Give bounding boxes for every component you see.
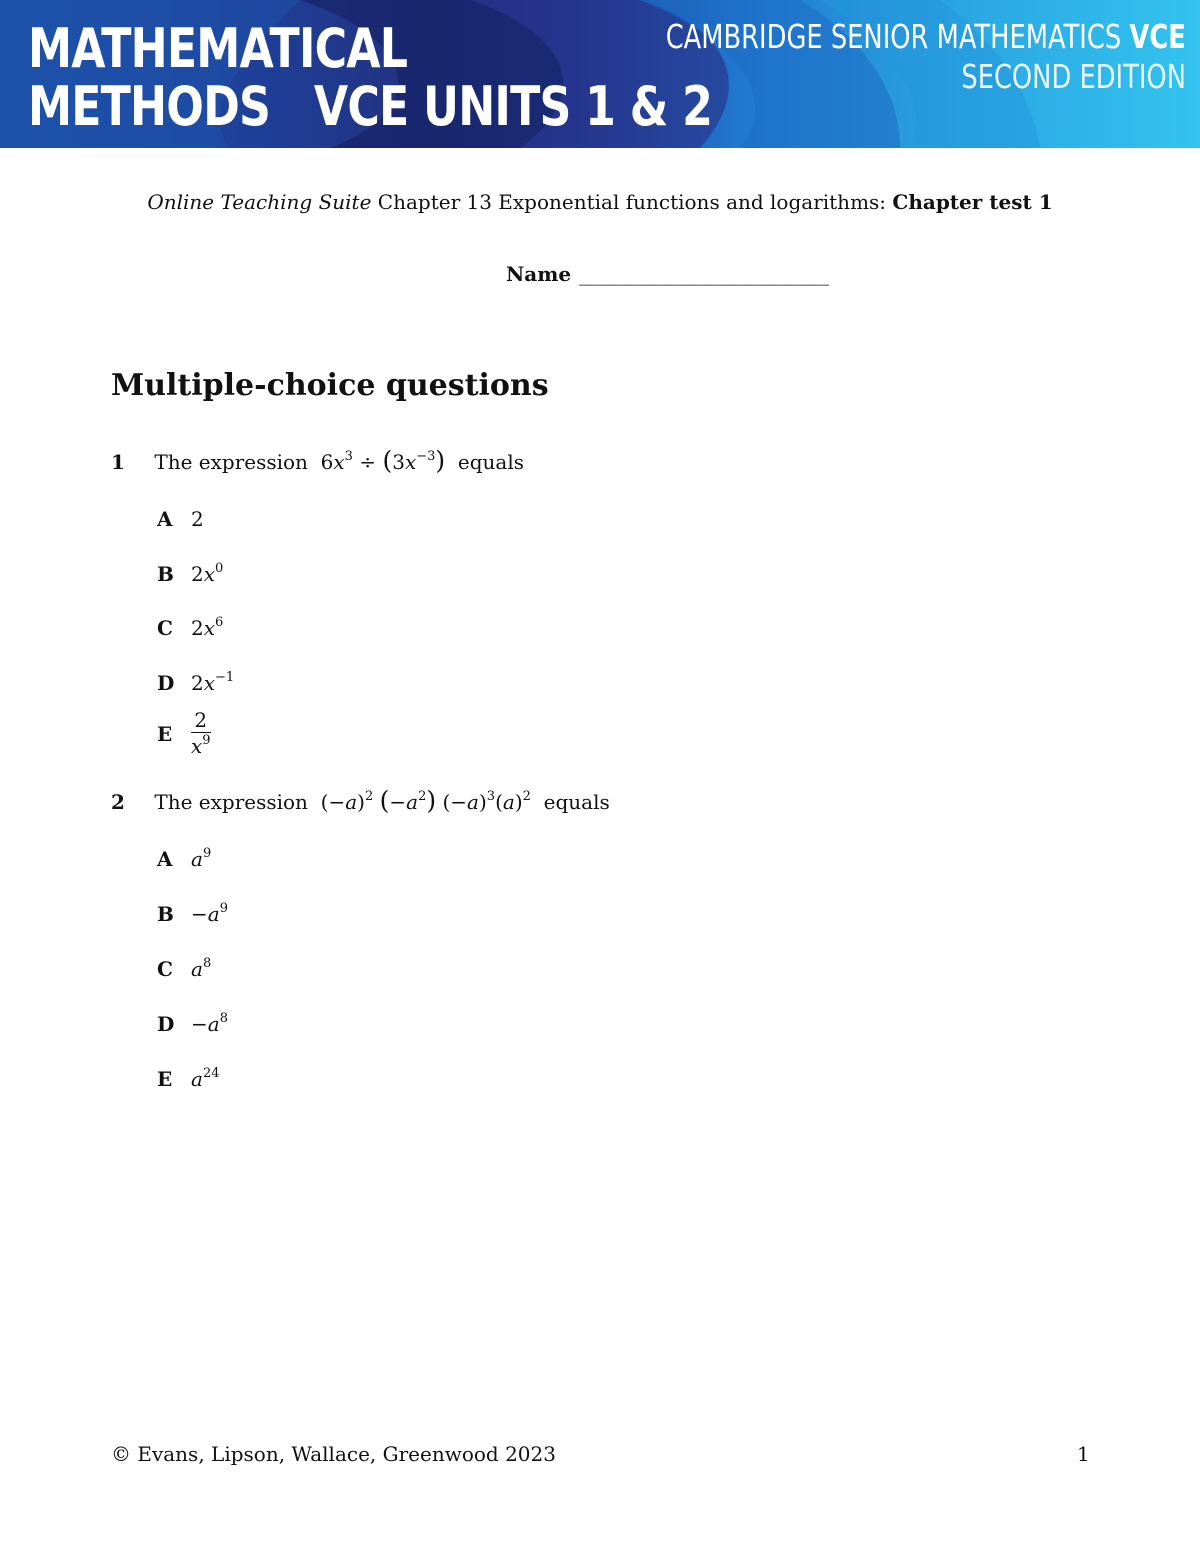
- edition-label: SECOND EDITION: [961, 57, 1186, 96]
- q1-option-d[interactable]: [157, 671, 234, 695]
- q2-option-c[interactable]: [157, 957, 211, 981]
- option-value: $a^{24}$: [191, 1066, 220, 1091]
- name-field: [506, 262, 829, 286]
- option-value: 2: [191, 507, 204, 531]
- question-text-prefix: The expression: [154, 450, 308, 474]
- document-subtitle: [0, 190, 1200, 214]
- option-letter: E: [157, 1067, 173, 1091]
- option-letter: D: [157, 671, 175, 695]
- q1-option-b[interactable]: [157, 562, 223, 586]
- question-number: 1: [111, 450, 125, 474]
- series-text: CAMBRIDGE SENIOR MATHEMATICS: [665, 17, 1122, 56]
- option-letter: A: [157, 507, 173, 531]
- series-name: [665, 17, 1186, 56]
- option-letter: A: [157, 847, 173, 871]
- series-vce: VCE: [1129, 17, 1186, 56]
- option-value: $-a^9$: [191, 901, 228, 926]
- fraction-denominator: $x^9$: [191, 733, 211, 758]
- name-blank-line: _________________________: [579, 262, 830, 286]
- question-expression: $6x^3 \div (3x^{-3})$: [314, 446, 446, 475]
- q1-option-a[interactable]: [157, 507, 204, 531]
- option-letter: B: [157, 562, 174, 586]
- option-letter: D: [157, 1012, 175, 1036]
- option-value: $2x^0$: [191, 561, 224, 586]
- name-label: Name: [506, 262, 572, 286]
- suite-name: Online Teaching Suite: [147, 190, 372, 214]
- option-value: $2x^6$: [191, 615, 224, 640]
- option-fraction: [191, 708, 211, 759]
- question-text-suffix: equals: [457, 450, 524, 474]
- page-number: 1: [1077, 1442, 1090, 1466]
- option-value: $a^8$: [191, 956, 212, 981]
- cover-banner: [0, 0, 1200, 148]
- q2-option-b[interactable]: [157, 902, 228, 926]
- option-value: $a^9$: [191, 846, 212, 871]
- option-value: $2x^{-1}$: [191, 670, 235, 695]
- question-2: [111, 786, 610, 815]
- book-title-line-2: METHODS VCE UNITS 1 & 2: [28, 75, 713, 138]
- question-1: [111, 446, 524, 475]
- section-heading: Multiple-choice questions: [111, 368, 549, 403]
- question-expression: $(-a)^2$ $(-a^2)$ $(-a)^3(a)^2$: [314, 786, 531, 815]
- option-letter: E: [157, 722, 173, 746]
- copyright-notice: © Evans, Lipson, Wallace, Greenwood 2023: [111, 1442, 556, 1466]
- q1-option-e[interactable]: [157, 710, 211, 761]
- q2-option-e[interactable]: [157, 1067, 219, 1091]
- q2-option-d[interactable]: [157, 1012, 228, 1036]
- q2-option-a[interactable]: [157, 847, 211, 871]
- option-letter: C: [157, 957, 173, 981]
- book-title-line-1: MATHEMATICAL: [28, 17, 408, 80]
- test-title: Chapter test 1: [892, 190, 1053, 214]
- fraction-numerator: 2: [191, 708, 211, 733]
- q1-option-c[interactable]: [157, 616, 223, 640]
- option-letter: B: [157, 902, 174, 926]
- option-letter: C: [157, 616, 173, 640]
- question-text-suffix: equals: [543, 790, 610, 814]
- question-number: 2: [111, 790, 125, 814]
- chapter-title: Chapter 13 Exponential functions and logarithms:: [377, 190, 887, 214]
- question-text-prefix: The expression: [154, 790, 308, 814]
- option-value: $-a^8$: [191, 1011, 228, 1036]
